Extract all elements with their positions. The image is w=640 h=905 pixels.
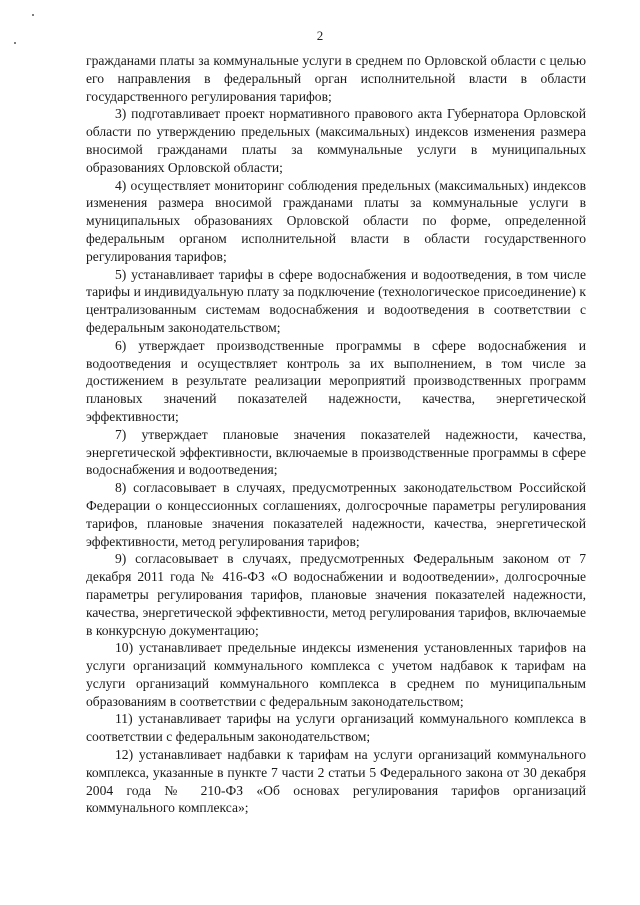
paragraph-continuation: гражданами платы за коммунальные услуги в среднем по Орловской области с целью его направления в федеральный орган исполнительной власти в области государственного регулирования тарифов;: [86, 53, 586, 104]
paragraph-item-7: 7) утверждает плановые значения показателей надежности, качества, энергетической эффективности, включаемые в производственные программы в сфере водоснабжения и водоотведения;: [86, 426, 586, 478]
paragraph-item-3: 3) подготавливает проект нормативного правового акта Губернатора Орловской области по утверждению предельных (максимальных) индексов изменения размера вносимой гражданами платы за коммунальные услуги в муниципальных образованиях Орловской области;: [86, 106, 586, 175]
page-number: 2: [316, 28, 324, 43]
paragraph-item-11: 11) устанавливает тарифы на услуги организаций коммунального комплекса в соответствии с федеральным законодательством;: [86, 711, 586, 745]
paragraph-item-8: 8) согласовывает в случаях, предусмотренных законодательством Российской Федерации о концессионных соглашениях, долгосрочные параметры регулирования тарифов, плановые значения показателей надежности, качества, энергетической эффективности, метод регулирования тарифов;: [86, 480, 586, 549]
scan-speck: [32, 14, 34, 16]
paragraph-item-4: 4) осуществляет мониторинг соблюдения предельных (максимальных) индексов изменения размера вносимой гражданами платы за коммунальные услуги в муниципальных образованиях Орловской области по форме, определенной федеральным органом исполнительной власти в области государственного регулирования тарифов;: [86, 177, 586, 264]
paragraph-item-5: 5) устанавливает тарифы в сфере водоснабжения и водоотведения, в том числе тарифы и индивидуальную плату за подключение (технологическое присоединение) к централизованным системам водоснабжения и водоотведения в соответствии с федеральным законодательством;: [86, 266, 586, 335]
document-body: [86, 52, 586, 817]
paragraph-item-6: 6) утверждает производственные программы в сфере водоснабжения и водоотведения и осуществляет контроль за их выполнением, в том числе за достижением в результате реализации мероприятий производственных программ плановых значений показателей надежности, качества, энергетической эффективности;: [86, 337, 586, 424]
paragraph-item-10: 10) устанавливает предельные индексы изменения установленных тарифов на услуги организаций коммунального комплекса с учетом надбавок к тарифам на услуги организаций коммунального комплекса в среднем по муниципальным образованиям в соответствии с федеральным законодательством;: [86, 640, 586, 709]
paragraph-item-9: 9) согласовывает в случаях, предусмотренных Федеральным законом от 7 декабря 2011 года № 416-ФЗ «О водоснабжении и водоотведении», долгосрочные параметры регулирования тарифов, плановые значения показателей надежности, качества, энергетической эффективности, метод регулирования тарифов, включаемые в конкурсную документацию;: [86, 551, 586, 638]
paragraph-item-12: 12) устанавливает надбавки к тарифам на услуги организаций коммунального комплекса, указанные в пункте 7 части 2 статьи 5 Федерального закона от 30 декабря 2004 года № 210-ФЗ «Об основах регулирования тарифов организаций коммунального комплекса»;: [86, 747, 586, 816]
